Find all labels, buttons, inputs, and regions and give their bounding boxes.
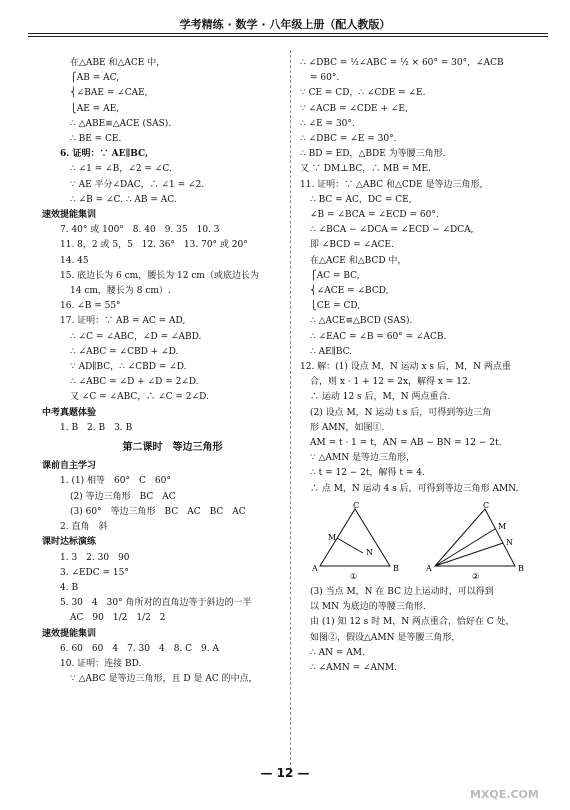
answer-line: ⎩AE = AE, (70, 103, 120, 114)
figure-2 (425, 501, 524, 581)
answer-line: 以 MN 为底边的等腰三角形. (310, 602, 426, 613)
answer-line: 即 ∠BCD = ∠ACE. (310, 240, 394, 251)
answer-line: ⎧AB = AC, (70, 73, 120, 84)
fig2-label-a: A (426, 563, 432, 573)
answer-line: 6. 60 60 4 7. 30 4 8. C 9. A (60, 643, 219, 654)
answer-line: (2) 设点 M，N 运动 t s 后，可得到等边三角 (310, 407, 492, 418)
answer-line: 1. 3 2. 30 90 (60, 552, 130, 563)
fig2-label-c: C (483, 500, 490, 510)
fig1-label-n: N (366, 547, 373, 557)
right-answers-part2 (300, 585, 545, 676)
answer-line: 4. B (60, 582, 79, 593)
section-heading: 速效提能集训 (42, 210, 97, 221)
answer-line: ∴ ∠ABC = ∠CBD + ∠D. (70, 346, 179, 357)
answer-line: ∴ ∠B = ∠C. ∴ AB = AC. (70, 194, 177, 205)
answer-line: ∵ AE 平分∠DAC，∴ ∠1 = ∠2. (70, 179, 205, 190)
fig1-label-m: M (328, 532, 337, 542)
answer-line: 7. 40° 或 100° 8. 40 9. 35 10. 3 (60, 225, 220, 236)
answer-line: ∴ ∠E = 30°. (300, 118, 355, 129)
fig1-label-a: A (312, 563, 318, 573)
answer-line: 5. 30 4 30° 角所对的直角边等于斜边的一半 (60, 598, 252, 609)
answer-line: ∴ ∠DBC = ∠E = 30°. (300, 134, 397, 145)
section-heading: 课前自主学习 (42, 461, 97, 472)
answer-line: 1. B 2. B 3. B (60, 422, 133, 433)
answer-line: ∵ ∠ACB = ∠CDE + ∠E, (300, 103, 408, 114)
answer-line: ∴ BC = AC，DC = CE, (310, 194, 412, 205)
fig2-label-m: M (498, 521, 507, 531)
figures-row (300, 501, 545, 581)
answer-line: ∴ ∠EAC = ∠B = 60° = ∠ACB. (310, 331, 447, 342)
answer-line: ∴ ∠DBC = ½∠ABC = ½ × 60° = 30°，∠ACB (300, 58, 504, 68)
fig2-label-b: B (518, 563, 524, 573)
answer-line: ∠B = ∠BCA = ∠ECD = 60°. (310, 210, 439, 221)
answer-line: (3) 当点 M，N 在 BC 边上运动时，可以得到 (310, 586, 494, 597)
answer-line: 16. ∠B = 55° (60, 301, 121, 312)
column-divider (290, 50, 291, 770)
answer-line: 2. 直角 斜 (60, 522, 108, 533)
left-column (42, 56, 285, 687)
answer-line: ∵ △ABC 是等边三角形，且 D 是 AC 的中点， (70, 674, 258, 685)
section-heading: 课时达标演练 (42, 537, 97, 548)
answer-line: = 60°. (310, 73, 340, 84)
answer-line: ∴ BE = CE. (70, 134, 122, 145)
figure-1 (311, 501, 399, 581)
answer-line: 6. 证明：∵ AE∥BC, (60, 149, 149, 160)
answer-line: ∴ BD = ED，△BDE 为等腰三角形. (300, 149, 446, 160)
answer-line: 17. 证明：∵ AB = AC = AD, (60, 316, 186, 327)
fig1-label-c: C (353, 500, 360, 510)
fig1-label-b: B (393, 563, 399, 573)
answer-line: ∴ ∠BCA − ∠DCA = ∠ECD − ∠DCA, (310, 225, 474, 236)
fig2-label-n: N (506, 537, 513, 547)
page-header: 学考精练 · 数学 · 八年级上册（配人教版） (179, 18, 391, 31)
answer-line: 又 ∠C = ∠ABC，∴ ∠C = 2∠D. (70, 392, 209, 403)
header-rule-bottom (28, 36, 548, 37)
answer-line: ∵ AD∥BC，∴ ∠CBD = ∠D. (70, 362, 187, 373)
answer-line: (2) 等边三角形 BC AC (70, 491, 176, 502)
lesson-title: 第二课时 等边三角形 (122, 442, 223, 454)
answer-line: 由 (1) 知 12 s 时 M，N 两点重合，恰好在 C 处， (310, 617, 515, 628)
answer-line: 在△ACE 和△BCD 中， (310, 255, 407, 266)
answer-line: 15. 底边长为 6 cm，腰长为 12 cm（或底边长为 (60, 270, 259, 281)
answer-line: ∴ t = 12 − 2t，解得 t = 4. (310, 468, 425, 479)
page-number: — 12 — (260, 766, 310, 780)
answer-line: (3) 60° 等边三角形 BC AC BC AC (70, 506, 246, 517)
answer-line: 1. (1) 相等 60° C 60° (60, 476, 171, 487)
answer-line: 又 ∵ DM⊥BC，∴ MB = ME. (300, 164, 431, 175)
left-answers-part1 (42, 56, 285, 436)
answer-line: 14. 45 (60, 255, 89, 266)
answer-line: ⎩CE = CD, (310, 301, 361, 312)
answer-line: ∴ ∠C = ∠ABC，∠D = ∠ABD. (70, 331, 202, 342)
answer-line: 在△ABE 和△ACE 中， (70, 58, 166, 68)
answer-line: ∴ △ABE≌△ACE (SAS). (70, 118, 172, 129)
answer-line: 11. 证明：∵ △ABC 和△CDE 是等边三角形， (300, 179, 489, 190)
answer-line: ⎨∠ACE = ∠BCD, (310, 286, 389, 297)
answer-line: ⎧AC = BC, (310, 270, 360, 281)
section-heading: 速效提能集训 (42, 628, 97, 639)
answer-line: AM = t · 1 = t，AN = AB − BN = 12 − 2t. (310, 438, 502, 449)
section-heading: 中考真题体验 (42, 407, 97, 418)
answer-line: 合，则 x · 1 + 12 = 2x，解得 x = 12. (310, 377, 471, 388)
answer-line: 14 cm，腰长为 8 cm）. (70, 286, 171, 297)
answer-line: AC 90 1/2 1/2 2 (70, 613, 166, 624)
answer-line: ∴ AN = AM. (310, 647, 365, 658)
answer-line: ∵ CE = CD，∴ ∠CDE = ∠E. (300, 88, 426, 99)
answer-line: 11. 8，2 或 5，5 12. 36° 13. 70° 或 20° (60, 240, 248, 251)
answer-line: 如图②，假设△AMN 是等腰三角形， (310, 632, 461, 643)
right-answers-part1 (300, 56, 545, 497)
answer-line: ∴ 运动 12 s 后，M，N 两点重合. (310, 392, 451, 403)
answer-line: ∴ AE∥BC. (310, 346, 353, 357)
answer-line: 3. ∠EDC = 15° (60, 567, 129, 578)
answer-line: ∴ ∠1 = ∠B，∠2 = ∠C. (70, 164, 172, 175)
answer-line: ⎨∠BAE = ∠CAE, (70, 88, 148, 99)
answer-line: ∴ ∠AMN = ∠ANM. (310, 662, 397, 673)
answer-line: ∴ ∠ABC = ∠D + ∠D = 2∠D. (70, 377, 199, 388)
answer-line: ∵ △AMN 是等边三角形， (310, 453, 415, 464)
fig2-caption: ② (472, 571, 480, 581)
answer-line: ∴ 点 M，N 运动 4 s 后，可得到等边三角形 AMN. (310, 483, 519, 494)
fig1-caption: ① (350, 571, 358, 581)
triangle-figures (300, 501, 545, 581)
answer-line: 10. 证明：连接 BD. (60, 658, 142, 669)
left-answers-part2 (42, 459, 285, 687)
header-rule-top (28, 33, 548, 34)
answer-line: 12. 解：(1) 设点 M，N 运动 x s 后，M，N 两点重 (300, 362, 511, 373)
answer-line: ∴ △ACE≌△BCD (SAS). (310, 316, 413, 327)
watermark-site: MXQE.COM (470, 788, 539, 801)
answer-line: 形 AMN，如图①. (310, 422, 385, 433)
right-column (300, 56, 545, 676)
